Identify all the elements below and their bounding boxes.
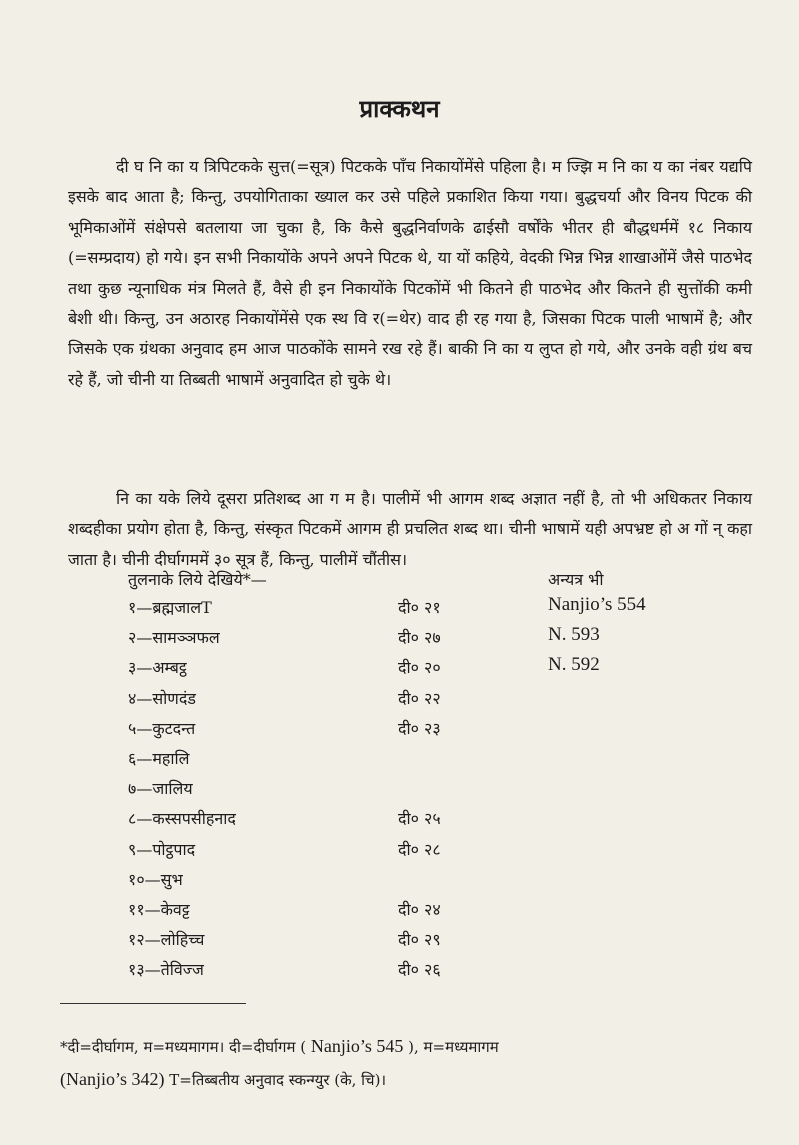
row-dn: दी० २८ xyxy=(398,839,441,859)
row-dn: दी० २६ xyxy=(398,960,441,980)
other-heading: अन्यत्र भी xyxy=(548,570,604,589)
table-row xyxy=(128,958,728,988)
page-title: प्राक्कथन xyxy=(359,94,440,123)
row-dn: दी० २९ xyxy=(398,930,441,950)
footnote xyxy=(60,1030,756,1096)
row-name: ६—महालि xyxy=(128,749,190,768)
footnote-rule xyxy=(60,1003,246,1004)
row-name: १२—लोहिच्च xyxy=(128,930,205,950)
table-row xyxy=(128,807,728,837)
row-nanjio: N. 593 xyxy=(548,624,600,646)
row-name: १३—तेविज्ज xyxy=(128,960,204,980)
row-name: ३—अम्बट्ठ xyxy=(128,658,187,678)
table-row xyxy=(128,717,728,747)
table-row xyxy=(128,656,728,686)
table-row xyxy=(128,747,728,777)
row-dn: दी० २२ xyxy=(398,688,441,708)
compare-heading: तुलनाके लिये देखिये*— xyxy=(128,570,267,589)
table-row xyxy=(128,687,728,717)
row-nanjio: N. 592 xyxy=(548,654,600,676)
row-name: ९—पोट्ठपाद xyxy=(128,839,196,859)
row-dn: दी० २७ xyxy=(398,628,441,648)
footnote-part2: ), म=मध्यमागम xyxy=(408,1038,499,1056)
row-name: ८—कस्सपसीहनाद xyxy=(128,809,236,829)
row-nanjio: Nanjio’s 554 xyxy=(548,594,646,615)
row-name: २—सामञ्ञफल xyxy=(128,628,220,648)
row-name: ५—कुटदन्त xyxy=(128,718,196,738)
paragraph-1: दी घ नि का य त्रिपिटकके सुत्त(=सूत्र) पिटकके पाँच निकायोंमेंसे पहिला है। म ज्झि म नि का य का नंबर यद्यपि इसके बाद आता है; किन्तु, उपयोगिताका ख्याल कर उसे पहिले प्रकाशित किया गया। बुद्धचर्या और विनय पिटक की भूमिकाओंमें संक्षेपसे बतलाया जा चुका है, कि कैसे बुद्धनिर्वाणके ढाईसौ वर्षोंके भीतर ही बौद्धधर्ममें १८ निकाय (=सम्प्रदाय) हो गये। इन सभी निकायोंके अपने अपने पिटक थे, या यों कहिये, वेदकी भिन्न भिन्न शाखाओंमें जैसे पाठभेद तथा कुछ न्यूनाधिक मंत्र मिलते हैं, वैसे ही इन निकायोंके पिटकोंमें भी कितने ही पाठभेद और कितने ही सुत्तोंकी कमी बेशी थी। किन्तु, उन अठारह निकायोंमेंसे एक स्थ वि र(=थेर) वाद ही रह गया है, जिसका पिटक पाली भाषामें है; और जिसके एक ग्रंथका अनुवाद हम आज पाठकोंके सामने रख रहे हैं। बाकी नि का य लुप्त हो गये, और उनके वही ग्रंथ बच रहे हैं, जो चीनी या तिब्बती भाषामें अनुवादित हो चुके थे। xyxy=(68,157,752,389)
table-row xyxy=(128,838,728,868)
row-name: १०—सुभ xyxy=(128,869,183,889)
table-row xyxy=(128,928,728,958)
table-row xyxy=(128,626,728,656)
row-name: ७—जालिय xyxy=(128,779,193,799)
row-name: ११—केवट्ट xyxy=(128,900,190,919)
row-dn: दी० २१ xyxy=(398,598,441,617)
paragraph-2: नि का यके लिये दूसरा प्रतिशब्द आ ग म है। पालीमें भी आगम शब्द अज्ञात नहीं है, तो भी अधिकतर निकाय शब्दहीका प्रयोग होता है, किन्तु, संस्कृत पिटकमें आगम ही प्रचलित शब्द था। चीनी भाषामें यही अपभ्रष्ट हो अ गों न् कहा जाता है। चीनी दीर्घागममें ३० सूत्र हैं, किन्तु, पालीमें चौंतीस। xyxy=(68,489,752,569)
footnote-part1: *दी=दीर्घागम, म=मध्यमागम। दी=दीर्घागम ( xyxy=(60,1038,307,1056)
table-row xyxy=(128,596,728,626)
footnote-ref2: (Nanjio’s 342) xyxy=(60,1069,165,1089)
table-row xyxy=(128,777,728,807)
table-row xyxy=(128,898,728,928)
table-row xyxy=(128,868,728,898)
row-dn: दी० २० xyxy=(398,658,441,678)
row-name: १—ब्रह्मजालT xyxy=(128,598,212,617)
row-dn: दी० २४ xyxy=(398,900,441,919)
footnote-part3: T=तिब्बतीय अनुवाद स्कन्ग्युर (के, चि)। xyxy=(169,1071,387,1089)
row-dn: दी० २५ xyxy=(398,809,441,829)
footnote-ref1: Nanjio’s 545 xyxy=(310,1036,404,1056)
row-name: ४—सोणदंड xyxy=(128,688,196,708)
row-dn: दी० २३ xyxy=(398,718,441,738)
